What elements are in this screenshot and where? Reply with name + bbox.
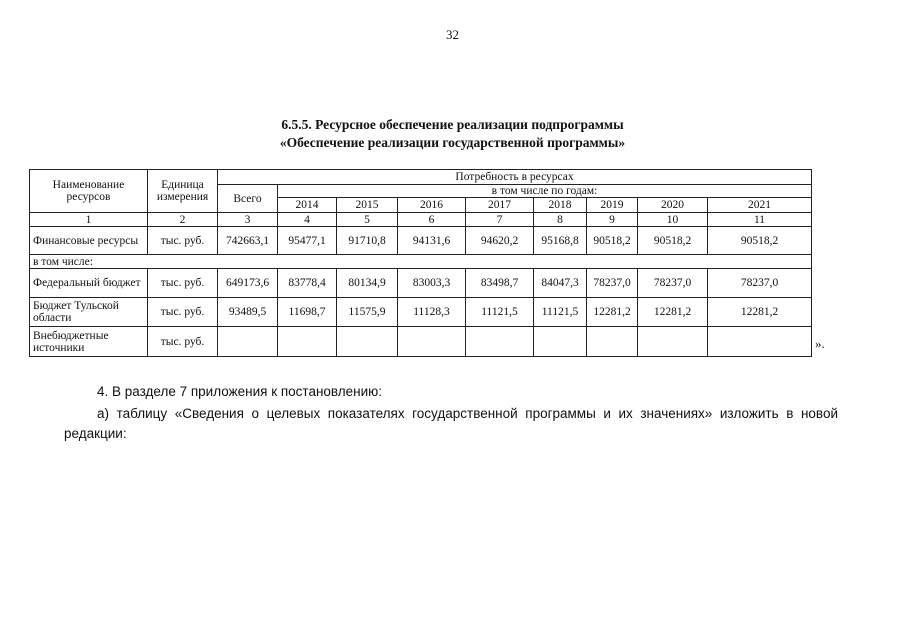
- paragraph-table-replacement: а) таблицу «Сведения о целевых показателях государственной программы и их значениях» изложить в новой редакции:: [64, 406, 838, 441]
- cell-value: [587, 327, 638, 357]
- section-title-line-2: «Обеспечение реализации государственной программы»: [279, 135, 626, 150]
- cell-value: 83003,3: [398, 269, 466, 298]
- column-number: 6: [398, 213, 466, 227]
- column-number: 11: [708, 213, 812, 227]
- cell-value: [534, 327, 587, 357]
- row-total: 93489,5: [218, 298, 278, 327]
- cell-value: [638, 327, 708, 357]
- header-by-years: в том числе по годам:: [278, 185, 812, 198]
- row-name: Внебюджетные источники: [30, 327, 148, 357]
- cell-value: 11128,3: [398, 298, 466, 327]
- table-row-including: [30, 255, 812, 269]
- cell-value: [466, 327, 534, 357]
- header-resource-name: Наименование ресурсов: [30, 170, 148, 213]
- cell-value: 84047,3: [534, 269, 587, 298]
- cell-value: 90518,2: [587, 227, 638, 255]
- column-number: 1: [30, 213, 148, 227]
- cell-value: 12281,2: [638, 298, 708, 327]
- column-number: 2: [148, 213, 218, 227]
- section-title-line-1: 6.5.5. Ресурсное обеспечение реализации подпрограммы: [281, 117, 624, 132]
- page-number: 32: [446, 27, 459, 42]
- cell-value: [278, 327, 337, 357]
- section-title: [0, 116, 905, 152]
- cell-value: 78237,0: [587, 269, 638, 298]
- cell-value: 12281,2: [708, 298, 812, 327]
- row-unit: тыс. руб.: [148, 327, 218, 357]
- column-number: 10: [638, 213, 708, 227]
- header-total: Всего: [218, 185, 278, 213]
- paragraph-section-7: 4. В разделе 7 приложения к постановлению:: [97, 384, 383, 399]
- cell-value: [337, 327, 398, 357]
- table-row-extrabudgetary: [30, 327, 812, 357]
- cell-value: 11575,9: [337, 298, 398, 327]
- header-unit: Единица измерения: [148, 170, 218, 213]
- cell-value: 90518,2: [638, 227, 708, 255]
- table-row-tula-budget: [30, 298, 812, 327]
- cell-value: [708, 327, 812, 357]
- row-total: 649173,6: [218, 269, 278, 298]
- header-year: 2016: [398, 198, 466, 213]
- header-resource-need: Потребность в ресурсах: [218, 170, 812, 185]
- row-name: Финансовые ресурсы: [30, 227, 148, 255]
- cell-value: 12281,2: [587, 298, 638, 327]
- row-name: Бюджет Тульской области: [30, 298, 148, 327]
- cell-value: [398, 327, 466, 357]
- header-year: 2014: [278, 198, 337, 213]
- row-unit: тыс. руб.: [148, 227, 218, 255]
- cell-value: 78237,0: [638, 269, 708, 298]
- row-total: [218, 327, 278, 357]
- closing-quote: ».: [815, 336, 825, 351]
- table-row-financial-resources: [30, 227, 812, 255]
- cell-value: 11698,7: [278, 298, 337, 327]
- row-total: 742663,1: [218, 227, 278, 255]
- including-label: в том числе:: [30, 255, 812, 269]
- column-number: 9: [587, 213, 638, 227]
- header-year: 2020: [638, 198, 708, 213]
- row-name: Федеральный бюджет: [30, 269, 148, 298]
- cell-value: 80134,9: [337, 269, 398, 298]
- cell-value: 11121,5: [534, 298, 587, 327]
- column-number: 7: [466, 213, 534, 227]
- cell-value: 94620,2: [466, 227, 534, 255]
- table-row-federal-budget: [30, 269, 812, 298]
- row-unit: тыс. руб.: [148, 298, 218, 327]
- cell-value: 11121,5: [466, 298, 534, 327]
- cell-value: 91710,8: [337, 227, 398, 255]
- column-number: 3: [218, 213, 278, 227]
- cell-value: 95477,1: [278, 227, 337, 255]
- header-year: 2021: [708, 198, 812, 213]
- header-year: 2019: [587, 198, 638, 213]
- header-year: 2015: [337, 198, 398, 213]
- column-number: 8: [534, 213, 587, 227]
- cell-value: 95168,8: [534, 227, 587, 255]
- cell-value: 94131,6: [398, 227, 466, 255]
- column-number: 5: [337, 213, 398, 227]
- resource-table: [29, 169, 812, 357]
- cell-value: 90518,2: [708, 227, 812, 255]
- row-unit: тыс. руб.: [148, 269, 218, 298]
- cell-value: 83498,7: [466, 269, 534, 298]
- cell-value: 78237,0: [708, 269, 812, 298]
- header-year: 2018: [534, 198, 587, 213]
- header-year: 2017: [466, 198, 534, 213]
- column-number: 4: [278, 213, 337, 227]
- column-number-row: [30, 213, 812, 227]
- cell-value: 83778,4: [278, 269, 337, 298]
